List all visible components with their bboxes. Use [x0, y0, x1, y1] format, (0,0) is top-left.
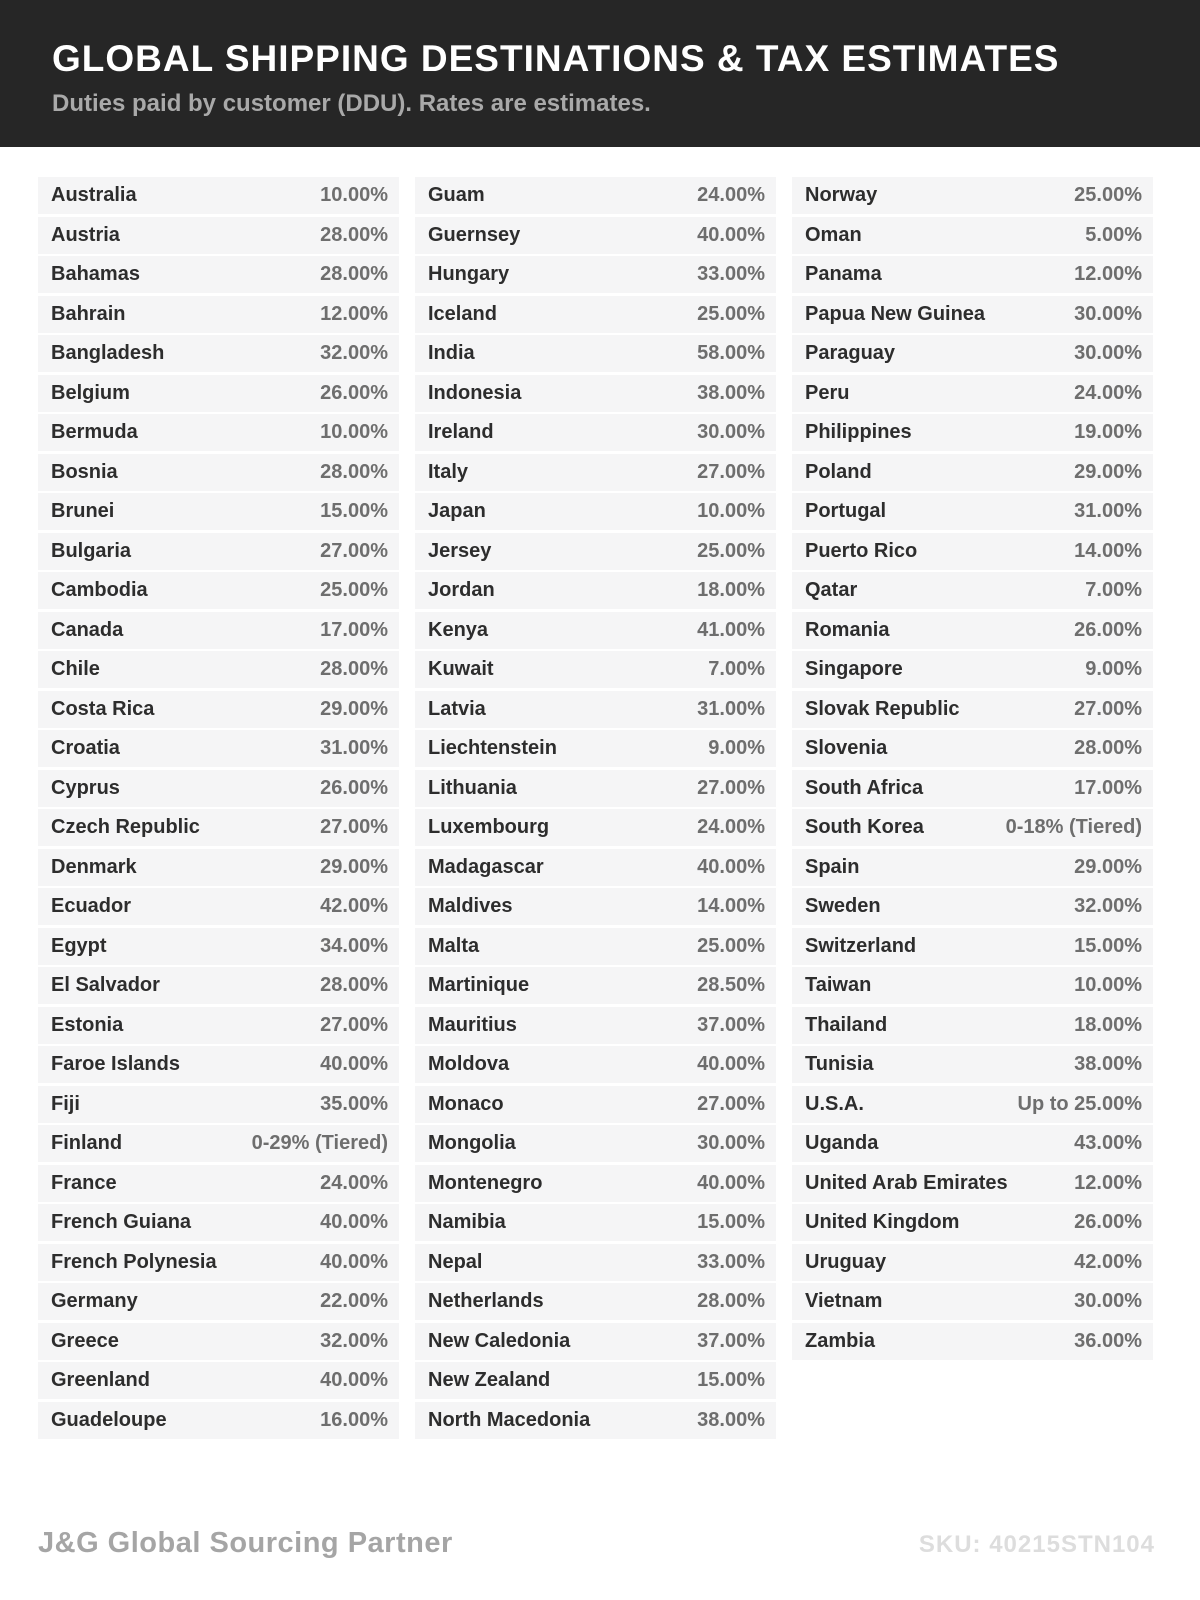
tax-rate: 32.00%	[320, 1329, 388, 1352]
country-name: Kuwait	[428, 658, 494, 680]
table-row	[415, 1086, 776, 1123]
tax-rate: 32.00%	[1074, 895, 1142, 917]
tax-rate: 12.00%	[1074, 263, 1142, 285]
country-name: Uganda	[805, 1132, 879, 1154]
tax-rate: 19.00%	[1074, 421, 1142, 443]
country-name: Sweden	[805, 895, 881, 917]
table-row	[415, 177, 776, 214]
table-row	[415, 928, 776, 965]
tax-rate: 15.00%	[697, 1211, 765, 1233]
tax-table-section	[0, 147, 1200, 1441]
table-row	[792, 730, 1153, 767]
country-name: South Africa	[805, 776, 924, 799]
tax-table	[38, 177, 1153, 1441]
tax-rate: 40.00%	[697, 223, 765, 246]
country-name: Australia	[51, 184, 137, 206]
country-name: Bangladesh	[51, 342, 165, 364]
country-name: Guadeloupe	[51, 1408, 167, 1431]
tax-rate: 35.00%	[320, 1092, 388, 1115]
tax-rate: 27.00%	[697, 1092, 765, 1115]
table-row	[38, 335, 399, 372]
table-row	[792, 849, 1153, 886]
tax-rate: 16.00%	[320, 1408, 388, 1431]
table-row	[792, 1086, 1153, 1123]
tax-rate: 37.00%	[697, 1013, 765, 1036]
country-name: Maldives	[428, 895, 513, 917]
tax-rate: 27.00%	[1074, 697, 1142, 720]
country-name: French Polynesia	[51, 1250, 217, 1273]
tax-rate: 58.00%	[697, 342, 765, 364]
tax-rate: 24.00%	[697, 816, 765, 838]
table-row	[792, 1283, 1153, 1320]
table-row	[415, 493, 776, 530]
country-name: Fiji	[51, 1092, 80, 1115]
tax-rate: 9.00%	[1085, 658, 1142, 680]
country-name: Kenya	[428, 618, 489, 641]
tax-rate: 24.00%	[1074, 381, 1142, 404]
country-name: Iceland	[428, 302, 497, 325]
tax-rate: 9.00%	[708, 737, 765, 759]
country-name: Bahamas	[51, 263, 140, 285]
country-name: Ecuador	[51, 895, 132, 917]
table-row	[792, 691, 1153, 728]
table-row	[792, 493, 1153, 530]
table-row	[415, 296, 776, 333]
table-row	[415, 335, 776, 372]
country-name: Cyprus	[51, 776, 120, 799]
country-name: Nepal	[428, 1250, 483, 1273]
table-row	[415, 533, 776, 570]
country-name: Tunisia	[805, 1053, 874, 1075]
country-name: Thailand	[805, 1013, 888, 1036]
table-row	[38, 928, 399, 965]
country-name: Oman	[805, 223, 862, 246]
table-row	[415, 454, 776, 491]
table-row	[792, 928, 1153, 965]
country-name: Denmark	[51, 855, 137, 878]
tax-rate: 10.00%	[320, 184, 388, 206]
country-name: Paraguay	[805, 342, 896, 364]
table-row	[415, 1402, 776, 1439]
country-name: Madagascar	[428, 855, 544, 878]
country-name: Greenland	[51, 1369, 150, 1391]
tax-table-column-1	[38, 177, 399, 1441]
tax-rate: 28.00%	[697, 1290, 765, 1312]
tax-rate: 41.00%	[697, 618, 765, 641]
table-row	[415, 217, 776, 254]
country-name: Puerto Rico	[805, 539, 918, 562]
country-name: Cambodia	[51, 579, 148, 601]
tax-rate: 15.00%	[697, 1369, 765, 1391]
table-row	[38, 967, 399, 1004]
country-name: Vietnam	[805, 1290, 883, 1312]
table-row	[792, 612, 1153, 649]
table-row	[792, 454, 1153, 491]
country-name: Latvia	[428, 697, 486, 720]
table-row	[38, 1283, 399, 1320]
table-row	[38, 651, 399, 688]
tax-rate: 27.00%	[320, 816, 388, 838]
country-name: Norway	[805, 184, 878, 206]
tax-rate: 25.00%	[320, 579, 388, 601]
tax-rate: 15.00%	[320, 500, 388, 522]
table-row	[415, 730, 776, 767]
table-row	[38, 217, 399, 254]
country-name: Finland	[51, 1132, 123, 1154]
tax-rate: 10.00%	[1074, 974, 1142, 996]
tax-rate: 25.00%	[697, 934, 765, 957]
table-row	[415, 375, 776, 412]
country-name: Uruguay	[805, 1250, 887, 1273]
country-name: North Macedonia	[428, 1408, 591, 1431]
tax-table-column-3	[792, 177, 1153, 1362]
table-row	[38, 1007, 399, 1044]
table-row	[415, 1046, 776, 1083]
tax-rate: 14.00%	[697, 895, 765, 917]
tax-rate: 24.00%	[320, 1171, 388, 1194]
tax-rate: 40.00%	[697, 1171, 765, 1194]
country-name: Croatia	[51, 737, 120, 759]
tax-rate: Up to 25.00%	[1017, 1092, 1142, 1115]
table-row	[415, 1283, 776, 1320]
table-row	[38, 296, 399, 333]
table-row	[792, 296, 1153, 333]
tax-rate: 42.00%	[320, 895, 388, 917]
tax-rate: 38.00%	[697, 381, 765, 404]
country-name: Ireland	[428, 421, 494, 443]
tax-rate: 27.00%	[320, 1013, 388, 1036]
table-row	[792, 1007, 1153, 1044]
tax-rate: 33.00%	[697, 1250, 765, 1273]
tax-rate: 28.00%	[320, 223, 388, 246]
table-row	[792, 1323, 1153, 1360]
tax-rate: 28.00%	[320, 974, 388, 996]
tax-rate: 29.00%	[320, 855, 388, 878]
country-name: Martinique	[428, 974, 530, 996]
tax-rate: 36.00%	[1074, 1329, 1142, 1352]
country-name: Bosnia	[51, 460, 118, 483]
country-name: United Arab Emirates	[805, 1171, 1008, 1194]
table-row	[415, 809, 776, 846]
table-row	[415, 770, 776, 807]
country-name: Bulgaria	[51, 539, 132, 562]
country-name: Moldova	[428, 1053, 510, 1075]
tax-rate: 7.00%	[1085, 579, 1142, 601]
table-row	[38, 691, 399, 728]
tax-rate: 40.00%	[320, 1250, 388, 1273]
table-row	[38, 888, 399, 925]
country-name: Canada	[51, 618, 124, 641]
country-name: Japan	[428, 500, 486, 522]
table-row	[792, 651, 1153, 688]
tax-rate: 26.00%	[1074, 618, 1142, 641]
country-name: Germany	[51, 1290, 138, 1312]
table-row	[415, 1323, 776, 1360]
table-row	[415, 414, 776, 451]
country-name: Mongolia	[428, 1132, 516, 1154]
tax-rate: 34.00%	[320, 934, 388, 957]
tax-rate: 26.00%	[320, 381, 388, 404]
table-row	[415, 1007, 776, 1044]
table-row	[38, 572, 399, 609]
country-name: Estonia	[51, 1013, 124, 1036]
country-name: New Zealand	[428, 1369, 551, 1391]
tax-rate: 28.00%	[320, 460, 388, 483]
tax-rate: 24.00%	[697, 184, 765, 206]
country-name: Luxembourg	[428, 816, 550, 838]
tax-rate: 25.00%	[697, 539, 765, 562]
tax-rate: 12.00%	[320, 302, 388, 325]
country-name: Italy	[428, 460, 469, 483]
table-row	[38, 770, 399, 807]
table-row	[38, 414, 399, 451]
table-row	[792, 888, 1153, 925]
country-name: Philippines	[805, 421, 912, 443]
tax-rate: 25.00%	[697, 302, 765, 325]
country-name: Brunei	[51, 500, 115, 522]
country-name: Liechtenstein	[428, 737, 557, 759]
tax-rate: 30.00%	[1074, 342, 1142, 364]
table-row	[38, 533, 399, 570]
tax-rate: 10.00%	[320, 421, 388, 443]
country-name: Slovenia	[805, 737, 888, 759]
table-row	[792, 1204, 1153, 1241]
page-footer	[38, 1527, 1155, 1560]
table-row	[792, 572, 1153, 609]
page-title: GLOBAL SHIPPING DESTINATIONS & TAX ESTIMATES	[52, 38, 1060, 79]
tax-rate: 40.00%	[320, 1369, 388, 1391]
table-row	[792, 375, 1153, 412]
country-name: Bahrain	[51, 302, 126, 325]
table-row	[415, 967, 776, 1004]
country-name: Peru	[805, 381, 850, 404]
country-name: Switzerland	[805, 934, 917, 957]
country-name: Jersey	[428, 539, 492, 562]
table-row	[415, 849, 776, 886]
table-row	[415, 651, 776, 688]
page-subtitle: Duties paid by customer (DDU). Rates are estimates.	[52, 89, 651, 117]
table-row	[792, 533, 1153, 570]
tax-rate: 0-18% (Tiered)	[1005, 816, 1142, 838]
tax-rate: 31.00%	[697, 697, 765, 720]
tax-rate: 18.00%	[1074, 1013, 1142, 1036]
table-row	[38, 1244, 399, 1281]
country-name: Spain	[805, 855, 860, 878]
tax-rate: 38.00%	[697, 1408, 765, 1431]
country-name: U.S.A.	[805, 1092, 864, 1115]
tax-rate: 0-29% (Tiered)	[251, 1132, 388, 1154]
table-row	[38, 809, 399, 846]
country-name: Malta	[428, 934, 480, 957]
tax-rate: 25.00%	[1074, 184, 1142, 206]
country-name: Lithuania	[428, 776, 517, 799]
country-name: Indonesia	[428, 381, 522, 404]
country-name: Romania	[805, 618, 890, 641]
country-name: Singapore	[805, 658, 903, 680]
table-row	[415, 1165, 776, 1202]
tax-rate: 10.00%	[697, 500, 765, 522]
table-row	[792, 177, 1153, 214]
table-row	[38, 1125, 399, 1162]
table-row	[38, 849, 399, 886]
country-name: India	[428, 342, 475, 364]
table-row	[415, 888, 776, 925]
tax-rate: 30.00%	[1074, 1290, 1142, 1312]
country-name: Monaco	[428, 1092, 504, 1115]
tax-rate: 42.00%	[1074, 1250, 1142, 1273]
table-row	[792, 770, 1153, 807]
sku-label: SKU: 40215STN104	[918, 1531, 1155, 1558]
table-row	[38, 612, 399, 649]
country-name: Belgium	[51, 381, 130, 404]
tax-rate: 40.00%	[697, 855, 765, 878]
country-name: Montenegro	[428, 1171, 543, 1194]
table-row	[415, 1244, 776, 1281]
table-row	[792, 335, 1153, 372]
tax-rate: 29.00%	[320, 697, 388, 720]
table-row	[38, 1362, 399, 1399]
tax-rate: 28.50%	[697, 974, 765, 996]
tax-rate: 38.00%	[1074, 1053, 1142, 1075]
tax-rate: 17.00%	[320, 618, 388, 641]
table-row	[792, 809, 1153, 846]
table-row	[792, 217, 1153, 254]
tax-rate: 22.00%	[320, 1290, 388, 1312]
country-name: Poland	[805, 460, 872, 483]
country-name: Guernsey	[428, 223, 521, 246]
tax-rate: 40.00%	[320, 1211, 388, 1233]
table-row	[38, 1046, 399, 1083]
country-name: Namibia	[428, 1211, 506, 1233]
country-name: French Guiana	[51, 1211, 192, 1233]
tax-rate: 30.00%	[697, 421, 765, 443]
table-row	[792, 256, 1153, 293]
country-name: Bermuda	[51, 421, 138, 443]
country-name: Guam	[428, 184, 485, 206]
tax-rate: 40.00%	[697, 1053, 765, 1075]
tax-rate: 28.00%	[1074, 737, 1142, 759]
tax-rate: 32.00%	[320, 342, 388, 364]
tax-rate: 27.00%	[697, 460, 765, 483]
tax-rate: 31.00%	[1074, 500, 1142, 522]
table-row	[792, 1244, 1153, 1281]
country-name: Costa Rica	[51, 697, 155, 720]
country-name: Netherlands	[428, 1290, 544, 1312]
country-name: Austria	[51, 223, 120, 246]
tax-rate: 40.00%	[320, 1053, 388, 1075]
tax-table-column-2	[415, 177, 776, 1441]
table-row	[38, 454, 399, 491]
country-name: Taiwan	[805, 974, 872, 996]
country-name: Chile	[51, 658, 100, 680]
table-row	[38, 1402, 399, 1439]
country-name: Qatar	[805, 579, 858, 601]
country-name: United Kingdom	[805, 1211, 960, 1233]
country-name: Slovak Republic	[805, 697, 960, 720]
table-row	[38, 256, 399, 293]
tax-rate: 37.00%	[697, 1329, 765, 1352]
tax-rate: 28.00%	[320, 263, 388, 285]
country-name: Mauritius	[428, 1013, 517, 1036]
country-name: Faroe Islands	[51, 1053, 180, 1075]
table-row	[38, 1204, 399, 1241]
table-row	[792, 1046, 1153, 1083]
country-name: Egypt	[51, 934, 107, 957]
table-row	[38, 375, 399, 412]
table-row	[792, 1125, 1153, 1162]
tax-rate: 26.00%	[1074, 1211, 1142, 1233]
tax-rate: 33.00%	[697, 263, 765, 285]
tax-rate: 31.00%	[320, 737, 388, 759]
tax-rate: 27.00%	[320, 539, 388, 562]
tax-rate: 43.00%	[1074, 1132, 1142, 1154]
country-name: New Caledonia	[428, 1329, 571, 1352]
country-name: Jordan	[428, 579, 495, 601]
country-name: South Korea	[805, 816, 924, 838]
tax-rate: 27.00%	[697, 776, 765, 799]
table-row	[792, 414, 1153, 451]
tax-rate: 29.00%	[1074, 460, 1142, 483]
table-row	[415, 572, 776, 609]
tax-rate: 17.00%	[1074, 776, 1142, 799]
tax-rate: 12.00%	[1074, 1171, 1142, 1194]
table-row	[415, 691, 776, 728]
country-name: Zambia	[805, 1329, 876, 1352]
brand-name: J&G Global Sourcing Partner	[38, 1527, 453, 1559]
tax-rate: 28.00%	[320, 658, 388, 680]
page-header	[0, 0, 1200, 147]
table-row	[38, 1323, 399, 1360]
table-row	[415, 612, 776, 649]
table-row	[415, 1204, 776, 1241]
table-row	[38, 493, 399, 530]
table-row	[792, 1165, 1153, 1202]
table-row	[415, 256, 776, 293]
tax-rate: 18.00%	[697, 579, 765, 601]
table-row	[38, 1165, 399, 1202]
table-row	[415, 1125, 776, 1162]
country-name: Panama	[805, 263, 882, 285]
country-name: El Salvador	[51, 974, 160, 996]
country-name: Portugal	[805, 500, 887, 522]
tax-rate: 7.00%	[708, 658, 765, 680]
country-name: Greece	[51, 1329, 119, 1352]
tax-rate: 30.00%	[697, 1132, 765, 1154]
tax-rate: 26.00%	[320, 776, 388, 799]
tax-rate: 5.00%	[1085, 223, 1142, 246]
tax-rate: 15.00%	[1074, 934, 1142, 957]
tax-rate: 30.00%	[1074, 302, 1142, 325]
table-row	[792, 967, 1153, 1004]
country-name: Hungary	[428, 263, 510, 285]
country-name: France	[51, 1171, 117, 1194]
table-row	[38, 1086, 399, 1123]
table-row	[38, 177, 399, 214]
country-name: Czech Republic	[51, 816, 200, 838]
tax-rate: 14.00%	[1074, 539, 1142, 562]
country-name: Papua New Guinea	[805, 302, 986, 325]
table-row	[415, 1362, 776, 1399]
tax-rate: 29.00%	[1074, 855, 1142, 878]
table-row	[38, 730, 399, 767]
